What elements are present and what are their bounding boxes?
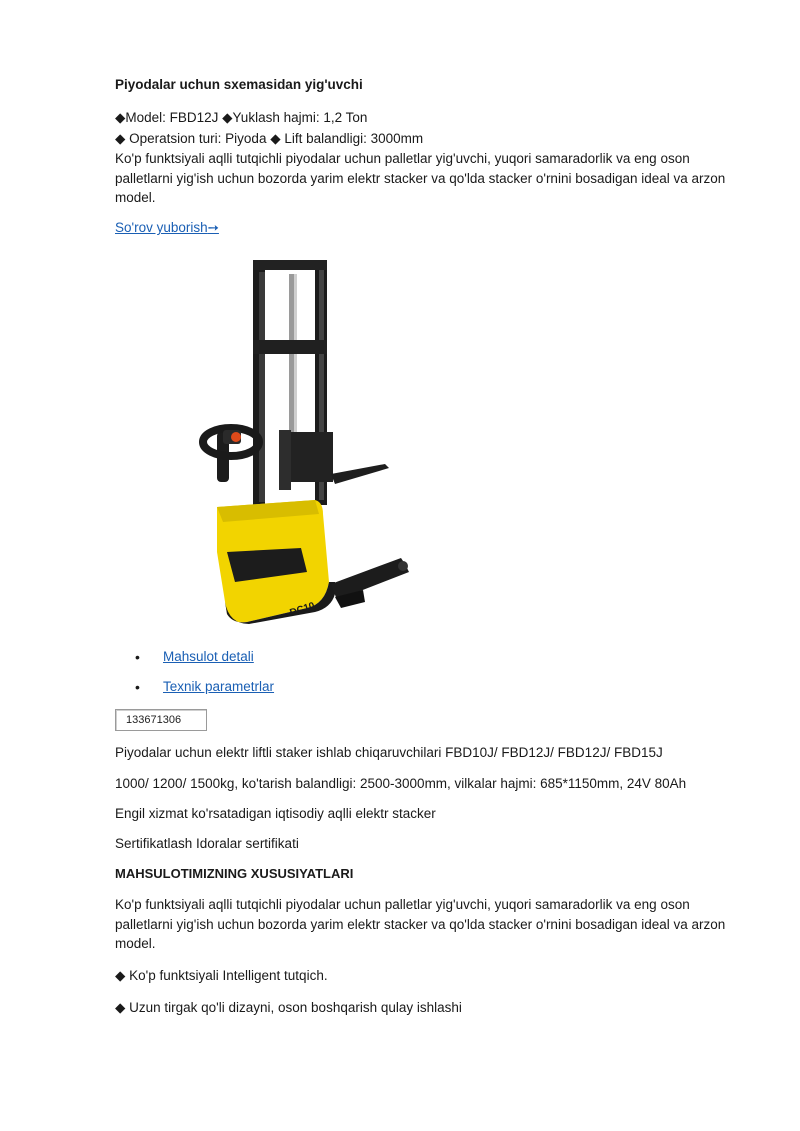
spec-line-operation: ◆ Operatsion turi: Piyoda ◆ Lift balandligi: 3000mm: [115, 131, 424, 146]
feature-item-1: ◆ Ko'p funktsiyali Intelligent tutqich.: [115, 968, 328, 983]
tab-product-detail-link[interactable]: Mahsulot detali: [163, 649, 254, 664]
detail-tabs: [135, 646, 274, 706]
features-heading: MAHSULOTIMIZNING XUSUSIYATLARI: [115, 866, 354, 881]
page-title: Piyodalar uchun sxemasidan yig'uvchi: [115, 77, 363, 92]
brand-label: DC10: [288, 600, 317, 619]
straddle-leg: [331, 558, 409, 600]
intro-paragraph: Ko'p funktsiyali aqlli tutqichli piyodalar uchun palletlar yig'uvchi, yuqori samaradorlik va eng oson palletlarni yig'ish uchun bozorda yarim elektr stacker va qo'lda stacker o'rnini bosadigan ideal va arzon model.: [115, 151, 726, 205]
bullet-icon: •: [135, 649, 140, 665]
bullet-icon: •: [135, 679, 140, 695]
service-line: Engil xizmat ko'rsatadigan iqtisodiy aqlli elektr stacker: [115, 806, 436, 821]
tab-technical-parameters-link[interactable]: Texnik parametrlar: [163, 679, 275, 694]
product-image: [195, 252, 435, 632]
inquiry-link-label: So'rov yuborish: [115, 220, 208, 235]
inquiry-link[interactable]: [115, 220, 219, 235]
tab-product-detail: [135, 646, 274, 676]
certification-line: Sertifikatlash Idoralar sertifikati: [115, 836, 299, 851]
fork-upper: [331, 464, 389, 484]
features-paragraph: Ko'p funktsiyali aqlli tutqichli piyodalar uchun palletlar yig'uvchi, yuqori samaradorlik va eng oson palletlarni yig'ish uchun bozorda yarim elektr stacker va qo'lda stacker o'rnini bosadigan ideal va arzon model.: [115, 897, 726, 951]
mast-cross-beam: [253, 340, 327, 354]
spec-line-model: ◆Model: FBD12J ◆Yuklash hajmi: 1,2 Ton: [115, 110, 368, 125]
inquiry-link-row: [115, 218, 219, 238]
tab-technical-parameters: [135, 676, 274, 706]
emergency-button: [231, 432, 241, 442]
manufacturers-line: Piyodalar uchun elektr liftli staker ishlab chiqaruvchilari FBD10J/ FBD12J/ FBD12J/ FBD15J: [115, 745, 663, 760]
capacity-line: 1000/ 1200/ 1500kg, ko'tarish balandligi: 2500-3000mm, vilkalar hajmi: 685*1150mm, 24V 80Ah: [115, 776, 687, 791]
mast-top-bar: [253, 260, 327, 270]
product-id-box: 133671306: [115, 709, 207, 731]
feature-item-2: ◆ Uzun tirgak qo'li dizayni, oson boshqarish qulay ishlashi: [115, 1000, 462, 1015]
arrow-right-icon: ➙: [207, 220, 219, 235]
